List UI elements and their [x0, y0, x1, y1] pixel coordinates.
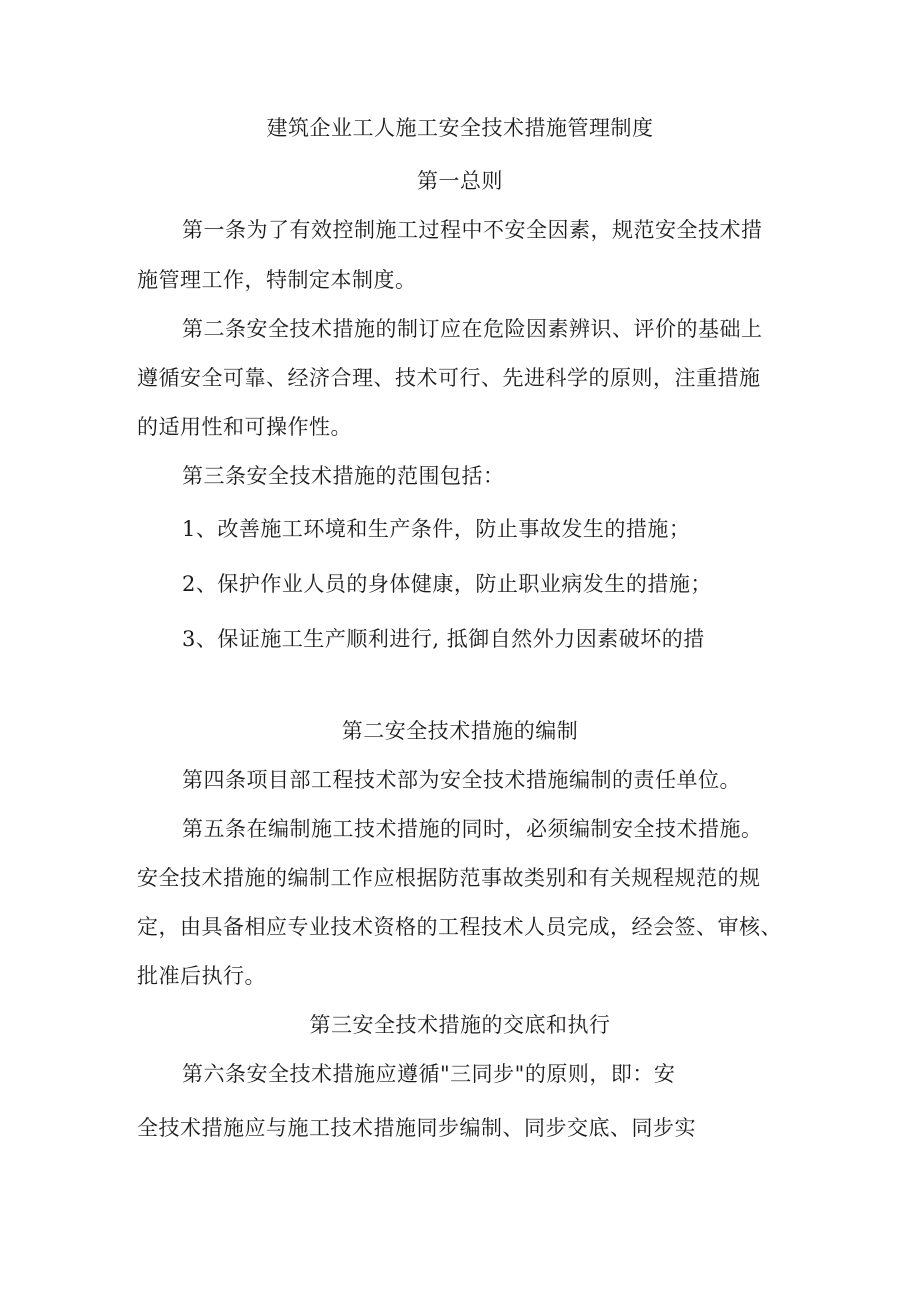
article-2-line-3: 的适用性和可操作性。	[137, 415, 352, 439]
article-6-line-2: 全技术措施应与施工技术措施同步编制、同步交底、同步实	[137, 1116, 696, 1140]
article-5-line-3: 定，由具备相应专业技术资格的工程技术人员完成，经会签、审核、	[137, 915, 782, 939]
article-3-line-1: 第三条安全技术措施的范围包括：	[182, 464, 505, 488]
chapter-1-heading: 第一总则	[417, 169, 503, 193]
chapter-2-heading: 第二安全技术措施的编制	[341, 719, 579, 743]
article-2-line-2: 遵循安全可靠、经济合理、技术可行、先进科学的原则，注重措施	[137, 366, 761, 390]
chapter-3-heading: 第三安全技术措施的交底和执行	[309, 1013, 611, 1037]
list-item-3: 3、保证施工生产顺利进行, 抵御自然外力因素破坏的措	[182, 627, 705, 651]
document-title: 建筑企业工人施工安全技术措施管理制度	[266, 116, 654, 140]
article-5-line-1: 第五条在编制施工技术措施的同时，必须编制安全技术措施。	[182, 817, 763, 841]
article-5-line-2: 安全技术措施的编制工作应根据防范事故类别和有关规程规范的规	[137, 866, 761, 890]
article-1-line-2: 施管理工作，特制定本制度。	[137, 268, 417, 292]
list-item-1: 1、改善施工环境和生产条件，防止事故发生的措施；	[182, 517, 691, 541]
article-5-line-4: 批准后执行。	[137, 964, 266, 988]
list-item-2: 2、保护作业人员的身体健康，防止职业病发生的措施；	[182, 572, 712, 596]
article-6-line-1: 第六条安全技术措施应遵循"三同步"的原则，即：安	[182, 1062, 676, 1086]
article-4-line-1: 第四条项目部工程技术部为安全技术措施编制的责任单位。	[182, 768, 741, 792]
article-2-line-1: 第二条安全技术措施的制订应在危险因素辨识、评价的基础上	[182, 317, 763, 341]
article-1-line-1: 第一条为了有效控制施工过程中不安全因素，规范安全技术措	[182, 218, 763, 242]
